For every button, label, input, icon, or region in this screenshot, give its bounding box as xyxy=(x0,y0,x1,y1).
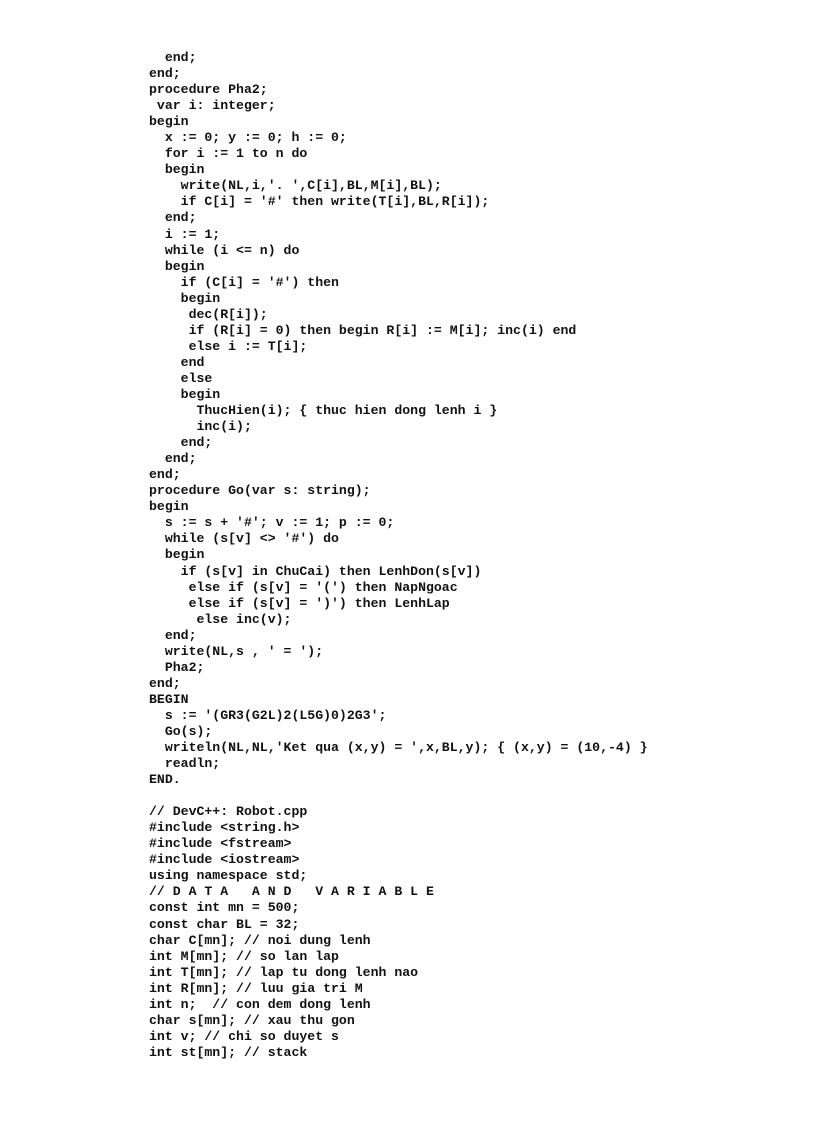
code-line: begin xyxy=(149,258,205,274)
code-line: var i: integer; xyxy=(149,98,276,114)
code-line: char C[mn]; // noi dung lenh xyxy=(149,932,371,948)
code-line: using namespace std; xyxy=(149,868,308,884)
code-line: // D A T A A N D V A R I A B L E xyxy=(149,884,434,900)
code-line xyxy=(149,788,648,804)
code-line: begin xyxy=(149,499,189,515)
code-line: Pha2; xyxy=(149,659,205,675)
code-line: #include <fstream> xyxy=(149,836,292,852)
code-line: for i := 1 to n do xyxy=(149,146,308,162)
code-line: int n; // con dem dong lenh xyxy=(149,996,371,1012)
code-line: if (R[i] = 0) then begin R[i] := M[i]; inc(i) end xyxy=(149,322,577,338)
code-line: begin xyxy=(149,547,205,563)
code-line: write(NL,s , ' = '); xyxy=(149,643,324,659)
code-line: const char BL = 32; xyxy=(149,916,300,932)
code-line: procedure Go(var s: string); xyxy=(149,483,371,499)
code-line: else if (s[v] = ')') then LenhLap xyxy=(149,595,450,611)
code-line: inc(i); xyxy=(149,419,252,435)
code-line: procedure Pha2; xyxy=(149,82,268,98)
code-line: int st[mn]; // stack xyxy=(149,1044,308,1060)
code-line: x := 0; y := 0; h := 0; xyxy=(149,130,347,146)
code-line: int T[mn]; // lap tu dong lenh nao xyxy=(149,964,419,980)
code-line: s := '(GR3(G2L)2(L5G)0)2G3'; xyxy=(149,707,387,723)
code-line: begin xyxy=(149,114,189,130)
code-line: end; xyxy=(149,435,213,451)
code-line: end; xyxy=(149,675,181,691)
code-line: ThucHien(i); { thuc hien dong lenh i } xyxy=(149,403,498,419)
code-line: if (C[i] = '#') then xyxy=(149,274,339,290)
code-line: Go(s); xyxy=(149,723,213,739)
code-line: #include <iostream> xyxy=(149,852,300,868)
code-line: end; xyxy=(149,50,197,65)
code-line: int M[mn]; // so lan lap xyxy=(149,948,339,964)
code-line: // DevC++: Robot.cpp xyxy=(149,804,308,820)
code-line: end; xyxy=(149,210,197,226)
code-line: begin xyxy=(149,386,221,402)
code-line: else i := T[i]; xyxy=(149,338,308,354)
code-line: while (i <= n) do xyxy=(149,242,300,258)
code-line: const int mn = 500; xyxy=(149,900,300,916)
code-line: write(NL,i,'. ',C[i],BL,M[i],BL); xyxy=(149,178,442,194)
code-line: end; xyxy=(149,66,181,82)
code-line: dec(R[i]); xyxy=(149,306,268,322)
code-line: end xyxy=(149,354,205,370)
code-line: while (s[v] <> '#') do xyxy=(149,531,339,547)
code-line: else if (s[v] = '(') then NapNgoac xyxy=(149,579,458,595)
code-line: begin xyxy=(149,162,205,178)
code-line: end; xyxy=(149,627,197,643)
code-line: end; xyxy=(149,451,197,467)
code-line: BEGIN xyxy=(149,691,189,707)
code-line: else xyxy=(149,370,213,386)
code-line: s := s + '#'; v := 1; p := 0; xyxy=(149,515,395,531)
code-line: END. xyxy=(149,772,181,788)
code-line: int R[mn]; // luu gia tri M xyxy=(149,980,363,996)
code-line: if C[i] = '#' then write(T[i],BL,R[i]); xyxy=(149,194,490,210)
code-line: i := 1; xyxy=(149,226,221,242)
code-line: end; xyxy=(149,467,181,483)
code-line: #include <string.h> xyxy=(149,820,300,836)
code-line: readln; xyxy=(149,756,221,772)
code-line: char s[mn]; // xau thu gon xyxy=(149,1012,355,1028)
code-line: else inc(v); xyxy=(149,611,292,627)
code-line: if (s[v] in ChuCai) then LenhDon(s[v]) xyxy=(149,563,482,579)
code-listing xyxy=(149,50,648,1061)
code-line: int v; // chi so duyet s xyxy=(149,1028,339,1044)
code-line: writeln(NL,NL,'Ket qua (x,y) = ',x,BL,y); { (x,y) = (10,-4) } xyxy=(149,740,648,756)
code-line: begin xyxy=(149,290,221,306)
